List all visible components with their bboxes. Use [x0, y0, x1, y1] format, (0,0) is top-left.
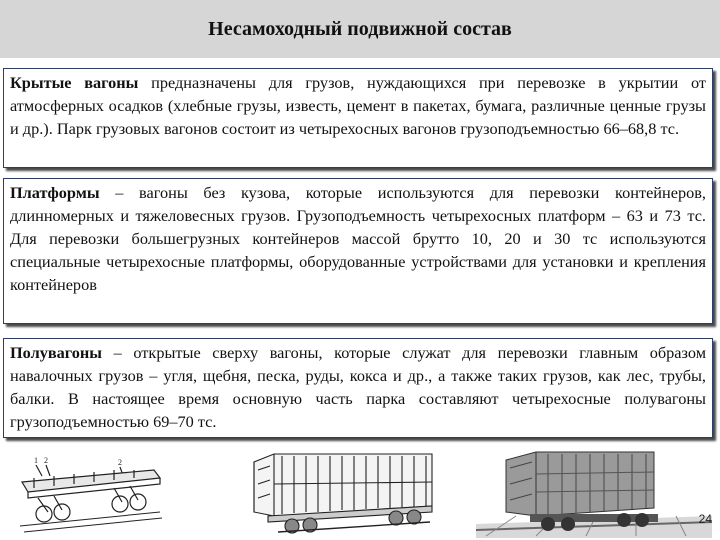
slide-title: Несамоходный подвижной состав — [208, 17, 512, 40]
part-label: 2 — [44, 456, 48, 465]
open-gondola-car-photo-icon — [476, 446, 712, 538]
section-text: предназначены для грузов, нуждающихся при перевозке в укрытии от атмосферных осадков (хлебные грузы, известь, цемент в пакетах, бумага, различные ценные грузы и др.). Парк грузовых вагонов состоит из четырехосных вагонов грузоподъемностью 66–68,8 тс. — [10, 73, 707, 138]
section-covered-wagons — [3, 68, 713, 168]
illustrations — [0, 446, 720, 540]
section-platforms — [3, 178, 713, 324]
page-number: 24 — [698, 512, 712, 526]
flatcar-drawing-icon — [14, 452, 164, 536]
part-label: 1 — [34, 456, 38, 465]
section-term: Полувагоны — [10, 343, 103, 362]
section-text: – открытые сверху вагоны, которые служат для перевозки главным образом навалочных грузов – угля, щебня, песка, руды, кокса и др., а также таких грузов, как лес, трубы, балки. В настоящее время основную часть парка составляют четырехосные полувагоны грузоподъемностью 69–70 тс. — [10, 343, 706, 431]
section-text: – вагоны без кузова, которые используются для перевозки контейнеров, длинномерных и тяжеловесных грузов. Грузоподъемность четырехосных платформ – 63 и 73 тс. Для перевозки большегрузных контейнеров массой брутто 10, 20 и 30 тс используются специальные четырехосные платформы, оборудованные устройствами для установки и крепления контейнеров — [10, 183, 706, 294]
part-label: 2 — [118, 458, 122, 467]
section-term: Платформы — [10, 183, 100, 202]
section-term: Крытые вагоны — [10, 73, 139, 92]
gondola-car-drawing-icon — [248, 450, 438, 538]
title-bar — [0, 0, 720, 58]
section-gondolas — [3, 338, 713, 438]
